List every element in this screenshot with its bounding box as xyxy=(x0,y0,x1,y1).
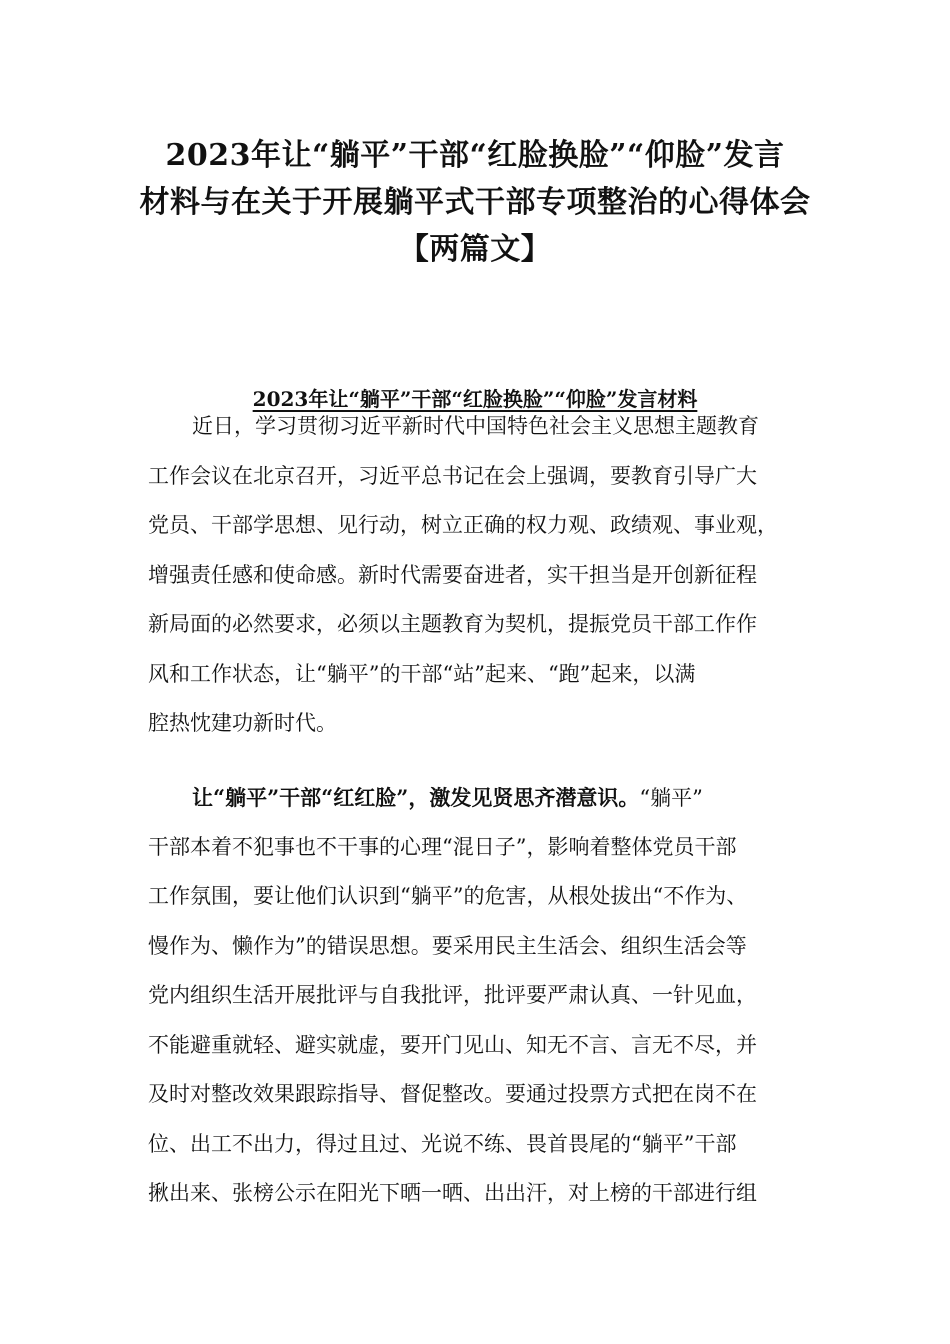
paragraph-line: 干部本着不犯事也不干事的心理“混日子”，影响着整体党员干部 xyxy=(148,834,737,859)
section-heading-text: 2023年让“躺平”干部“红脸换脸”“仰脸”发言材料 xyxy=(252,387,698,411)
paragraph-intro xyxy=(148,402,828,749)
paragraph-line: 工作会议在北京召开，习近平总书记在会上强调，要教育引导广大 xyxy=(148,463,757,488)
paragraph-line: 慢作为、懒作为”的错误思想。要采用民主生活会、组织生活会等 xyxy=(148,933,747,958)
paragraph-line: 位、出工不出力，得过且过、光说不练、畏首畏尾的“躺平”干部 xyxy=(148,1131,737,1156)
paragraph-line: 工作氛围，要让他们认识到“躺平”的危害，从根处拔出“不作为、 xyxy=(148,884,748,908)
paragraph-line: 党员、干部学思想、见行动，树立正确的权力观、政绩观、事业观， xyxy=(148,513,778,537)
paragraph-red-face xyxy=(148,773,828,1219)
title-line: 2023年让“躺平”干部“红脸换脸”“仰脸”发言 xyxy=(165,138,785,173)
paragraph-line: 不能避重就轻、避实就虚，要开门见山、知无不言、言无不尽，并 xyxy=(148,1032,757,1057)
paragraph-line: 近日，学习贯彻习近平新时代中国特色社会主义思想主题教育 xyxy=(192,414,759,438)
title-line: 【两篇文】 xyxy=(398,232,552,267)
paragraph-line: 揪出来、张榜公示在阳光下晒一晒、出出汗，对上榜的干部进行组 xyxy=(148,1181,757,1205)
paragraph-line: 腔热忱建功新时代。 xyxy=(148,711,337,735)
paragraph-line: 党内组织生活开展批评与自我批评，批评要严肃认真、一针见血， xyxy=(148,983,757,1007)
paragraph-lead-rest: “躺平” xyxy=(639,786,703,810)
document-title xyxy=(110,132,840,273)
paragraph-lead-sentence: 让“躺平”干部“红红脸”，激发见贤思齐潜意识。 xyxy=(192,785,640,810)
paragraph-line: 及时对整改效果跟踪指导、督促整改。要通过投票方式把在岗不在 xyxy=(148,1082,757,1106)
title-line: 材料与在关于开展躺平式干部专项整治的心得体会 xyxy=(139,185,811,220)
paragraph-line: 新局面的必然要求，必须以主题教育为契机，提振党员干部工作作 xyxy=(148,612,757,636)
paragraph-first-line xyxy=(148,773,828,823)
paragraph-line: 增强责任感和使命感。新时代需要奋进者，实干担当是开创新征程 xyxy=(148,562,757,587)
paragraph-line: 风和工作状态，让“躺平”的干部“站”起来、“跑”起来，以满 xyxy=(148,661,696,686)
